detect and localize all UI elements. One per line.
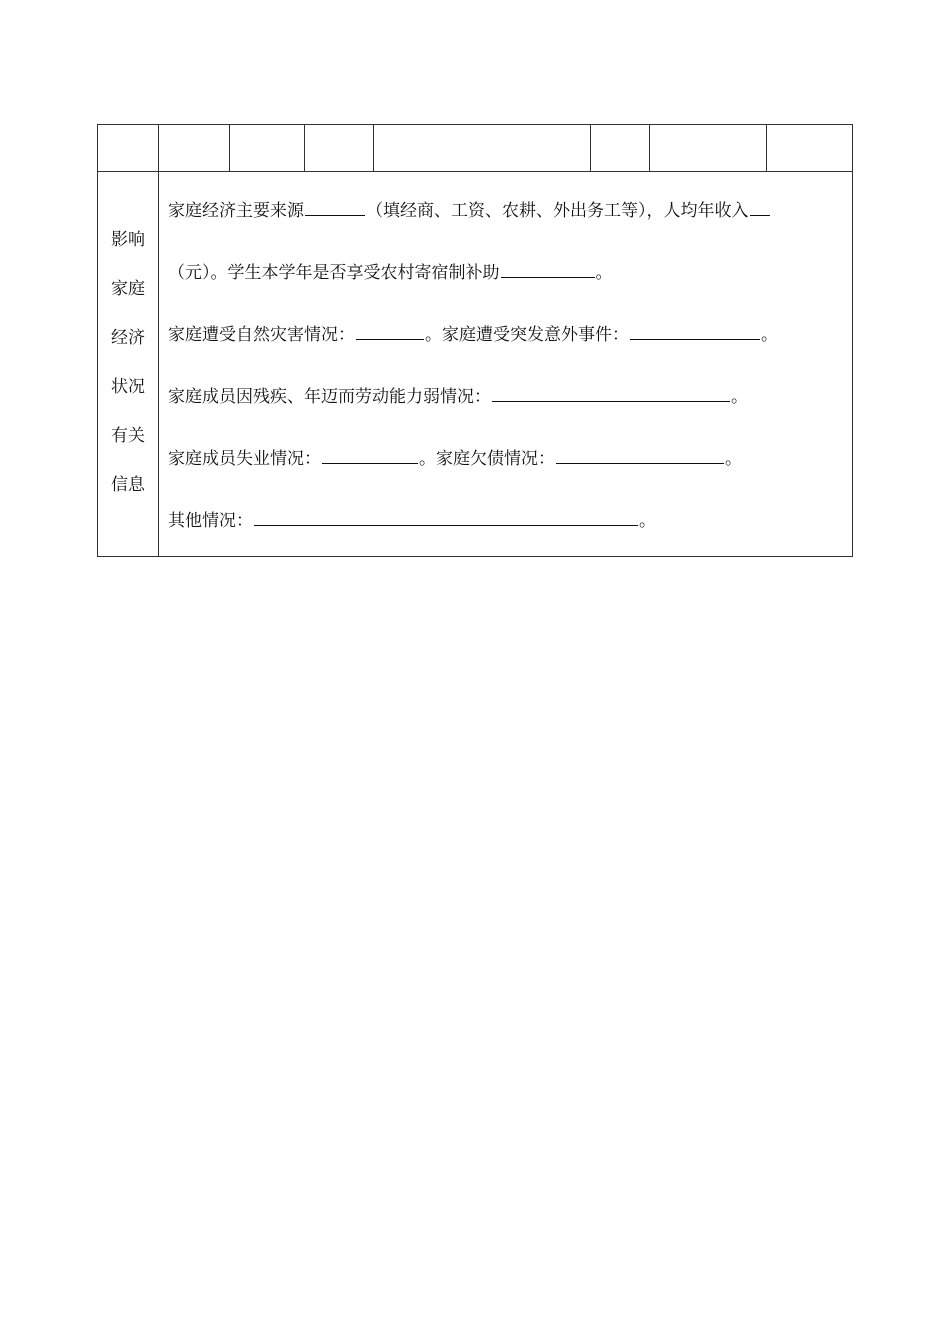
debt-blank[interactable] bbox=[556, 462, 724, 464]
empty-cell bbox=[767, 125, 853, 172]
income-source-blank[interactable] bbox=[305, 214, 365, 216]
disability-blank[interactable] bbox=[492, 400, 730, 402]
text: 家庭成员失业情况： bbox=[168, 449, 321, 469]
empty-cell bbox=[374, 125, 591, 172]
label-line: 影响 bbox=[111, 230, 145, 250]
other-line bbox=[159, 490, 852, 552]
text: 其他情况： bbox=[168, 511, 253, 531]
text: 。 bbox=[725, 449, 742, 469]
other-blank[interactable] bbox=[254, 524, 638, 526]
label-line: 有关 bbox=[111, 426, 145, 446]
empty-cell bbox=[159, 125, 230, 172]
subsidy-line bbox=[159, 242, 852, 304]
empty-header-row bbox=[98, 125, 853, 172]
unemployment-line bbox=[159, 428, 852, 490]
label-line: 家庭 bbox=[111, 279, 145, 299]
text: 家庭遭受自然灾害情况： bbox=[168, 325, 355, 345]
unemployment-blank[interactable] bbox=[322, 462, 418, 464]
row-label bbox=[98, 172, 159, 557]
disability-line bbox=[159, 366, 852, 428]
income-source-line bbox=[159, 180, 852, 242]
text: 家庭经济主要来源 bbox=[168, 201, 304, 221]
per-capita-income-blank[interactable] bbox=[750, 214, 770, 216]
text: （填经商、工资、农耕、外出务工等），人均年收入 bbox=[366, 201, 749, 221]
info-table bbox=[97, 124, 853, 557]
empty-cell bbox=[98, 125, 159, 172]
text: 。 bbox=[761, 325, 778, 345]
label-line: 状况 bbox=[111, 377, 145, 397]
text: 。家庭欠债情况： bbox=[419, 449, 555, 469]
text: 。家庭遭受突发意外事件： bbox=[425, 325, 629, 345]
disaster-line bbox=[159, 304, 852, 366]
economic-info-row bbox=[98, 172, 853, 557]
empty-cell bbox=[650, 125, 767, 172]
label-line: 经济 bbox=[111, 328, 145, 348]
text: （元）。学生本学年是否享受农村寄宿制补助 bbox=[168, 263, 500, 283]
label-line: 信息 bbox=[111, 475, 145, 495]
disaster-blank[interactable] bbox=[356, 338, 424, 340]
accident-blank[interactable] bbox=[630, 338, 760, 340]
empty-cell bbox=[305, 125, 374, 172]
text: 。 bbox=[731, 387, 748, 407]
text: 家庭成员因残疾、年迈而劳动能力弱情况： bbox=[168, 387, 491, 407]
subsidy-blank[interactable] bbox=[501, 276, 595, 278]
content-cell bbox=[159, 172, 853, 557]
empty-cell bbox=[230, 125, 305, 172]
text: 。 bbox=[639, 511, 656, 531]
text: 。 bbox=[595, 263, 613, 283]
empty-cell bbox=[591, 125, 650, 172]
